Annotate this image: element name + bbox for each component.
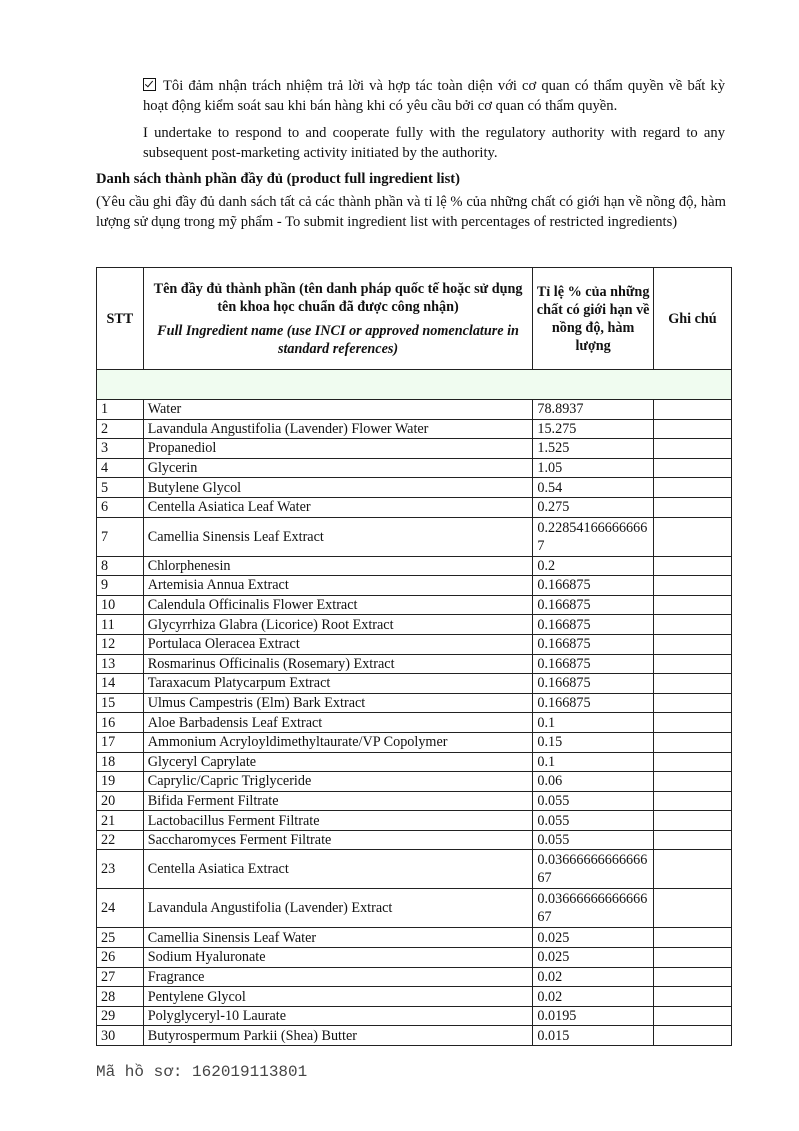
table-row [97, 693, 732, 713]
cell-note [653, 615, 731, 635]
cell-name: Butylene Glycol [143, 478, 533, 498]
cell-name: Pentylene Glycol [143, 987, 533, 1007]
cell-name: Ulmus Campestris (Elm) Bark Extract [143, 693, 533, 713]
header-name-en: Full Ingredient name (use INCI or approved nomenclature in standard references) [157, 322, 519, 357]
cell-stt: 4 [97, 458, 144, 478]
cell-name: Camellia Sinensis Leaf Water [143, 928, 533, 948]
cell-percent: 0.275 [533, 497, 654, 517]
cell-name: Chlorphenesin [143, 556, 533, 576]
table-row [97, 1006, 732, 1026]
cell-percent: 0.166875 [533, 654, 654, 674]
table-row [97, 713, 732, 733]
cell-name: Water [143, 400, 533, 420]
table-row [97, 987, 732, 1007]
section-note: (Yêu cầu ghi đầy đủ danh sách tất cả các thành phần và tỉ lệ % của những chất có giới hạn về nồng độ, hàm lượng sử dụng trong mỹ phẩm - To submit ingredient list with percentages of restricted ingredients) [96, 194, 726, 230]
cell-stt: 16 [97, 713, 144, 733]
cell-note [653, 791, 731, 811]
cell-note [653, 556, 731, 576]
cell-note [653, 419, 731, 439]
cell-percent: 0.1 [533, 752, 654, 772]
table-row [97, 400, 732, 420]
table-row [97, 1026, 732, 1046]
table-row [97, 732, 732, 752]
cell-percent: 0.055 [533, 830, 654, 850]
cell-stt: 7 [97, 517, 144, 556]
cell-note [653, 1026, 731, 1046]
cell-stt: 29 [97, 1006, 144, 1026]
table-row [97, 497, 732, 517]
cell-name: Fragrance [143, 967, 533, 987]
checkbox-checked-icon[interactable] [143, 78, 156, 91]
cell-percent: 0.055 [533, 811, 654, 831]
header-percent: Tỉ lệ % của những chất có giới hạn về nồng độ, hàm lượng [533, 268, 654, 370]
cell-stt: 15 [97, 693, 144, 713]
cell-stt: 10 [97, 595, 144, 615]
cell-percent: 0.02 [533, 967, 654, 987]
table-row [97, 889, 732, 928]
cell-percent: 0.166875 [533, 693, 654, 713]
table-row [97, 948, 732, 968]
table-row [97, 517, 732, 556]
cell-note [653, 439, 731, 459]
cell-percent: 0.0366666666666667 [533, 889, 654, 928]
cell-stt: 20 [97, 791, 144, 811]
cell-stt: 28 [97, 987, 144, 1007]
cell-name: Butyrospermum Parkii (Shea) Butter [143, 1026, 533, 1046]
cell-percent: 0.055 [533, 791, 654, 811]
cell-note [653, 752, 731, 772]
cell-stt: 8 [97, 556, 144, 576]
cell-note [653, 693, 731, 713]
cell-stt: 19 [97, 772, 144, 792]
cell-percent: 15.275 [533, 419, 654, 439]
table-row [97, 674, 732, 694]
table-row [97, 772, 732, 792]
cell-percent: 0.02 [533, 987, 654, 1007]
group-row [97, 370, 732, 400]
cell-note [653, 772, 731, 792]
cell-stt: 3 [97, 439, 144, 459]
cell-note [653, 674, 731, 694]
cell-percent: 0.54 [533, 478, 654, 498]
cell-percent: 0.15 [533, 732, 654, 752]
table-row [97, 576, 732, 596]
cell-stt: 1 [97, 400, 144, 420]
cell-name: Lavandula Angustifolia (Lavender) Extract [143, 889, 533, 928]
cell-stt: 27 [97, 967, 144, 987]
cell-stt: 18 [97, 752, 144, 772]
cell-note [653, 654, 731, 674]
header-name [143, 268, 533, 370]
cell-percent: 0.025 [533, 928, 654, 948]
cell-percent: 0.0366666666666667 [533, 850, 654, 889]
cell-note [653, 1006, 731, 1026]
cell-note [653, 458, 731, 478]
cell-note [653, 967, 731, 987]
cell-name: Centella Asiatica Extract [143, 850, 533, 889]
cell-note [653, 595, 731, 615]
cell-stt: 11 [97, 615, 144, 635]
cell-stt: 9 [97, 576, 144, 596]
cell-percent: 0.0195 [533, 1006, 654, 1026]
cell-name: Camellia Sinensis Leaf Extract [143, 517, 533, 556]
cell-percent: 0.166875 [533, 674, 654, 694]
cell-name: Polyglyceryl-10 Laurate [143, 1006, 533, 1026]
header-stt: STT [97, 268, 144, 370]
table-row [97, 634, 732, 654]
table-row [97, 439, 732, 459]
dossier-code: Mã hồ sơ: 162019113801 [96, 1063, 308, 1081]
cell-stt: 26 [97, 948, 144, 968]
cell-percent: 0.015 [533, 1026, 654, 1046]
cell-note [653, 400, 731, 420]
cell-percent: 0.166875 [533, 634, 654, 654]
commitment-vi [143, 76, 725, 116]
cell-stt: 21 [97, 811, 144, 831]
cell-note [653, 713, 731, 733]
cell-name: Portulaca Oleracea Extract [143, 634, 533, 654]
section-heading: Danh sách thành phần đầy đủ (product full ingredient list) [96, 171, 461, 187]
cell-note [653, 517, 731, 556]
cell-percent: 0.166875 [533, 615, 654, 635]
cell-note [653, 576, 731, 596]
table-row [97, 928, 732, 948]
cell-stt: 6 [97, 497, 144, 517]
cell-stt: 5 [97, 478, 144, 498]
header-note: Ghi chú [653, 268, 731, 370]
table-row [97, 811, 732, 831]
table-row [97, 478, 732, 498]
cell-name: Centella Asiatica Leaf Water [143, 497, 533, 517]
cell-stt: 24 [97, 889, 144, 928]
table-row [97, 967, 732, 987]
commitment-en: I undertake to respond to and cooperate fully with the regulatory authority with regard to any subsequent post-marketing activity initiated by the authority. [143, 125, 725, 161]
cell-name: Calendula Officinalis Flower Extract [143, 595, 533, 615]
cell-stt: 14 [97, 674, 144, 694]
cell-percent: 1.05 [533, 458, 654, 478]
cell-percent: 0.2 [533, 556, 654, 576]
cell-percent: 1.525 [533, 439, 654, 459]
cell-percent: 0.166875 [533, 595, 654, 615]
cell-name: Sodium Hyaluronate [143, 948, 533, 968]
table-row [97, 419, 732, 439]
table-row [97, 556, 732, 576]
cell-stt: 2 [97, 419, 144, 439]
cell-name: Taraxacum Platycarpum Extract [143, 674, 533, 694]
ingredient-table [96, 267, 732, 1046]
table-row [97, 458, 732, 478]
cell-note [653, 732, 731, 752]
cell-stt: 22 [97, 830, 144, 850]
cell-percent: 0.025 [533, 948, 654, 968]
cell-note [653, 850, 731, 889]
cell-name: Caprylic/Capric Triglyceride [143, 772, 533, 792]
cell-note [653, 889, 731, 928]
commitment-vi-text: Tôi đảm nhận trách nhiệm trả lời và hợp tác toàn diện với cơ quan có thẩm quyền về bất kỳ hoạt động kiểm soát sau khi bán hàng khi có yêu cầu bởi cơ quan có thẩm quyền. [143, 78, 725, 114]
cell-percent: 0.166875 [533, 576, 654, 596]
cell-note [653, 497, 731, 517]
cell-stt: 17 [97, 732, 144, 752]
cell-note [653, 987, 731, 1007]
table-row [97, 850, 732, 889]
cell-stt: 12 [97, 634, 144, 654]
cell-name: Glycerin [143, 458, 533, 478]
table-header-row [97, 268, 732, 370]
cell-name: Saccharomyces Ferment Filtrate [143, 830, 533, 850]
cell-note [653, 928, 731, 948]
header-name-vi: Tên đầy đủ thành phần (tên danh pháp quốc tế hoặc sử dụng tên khoa học chuẩn đã được công nhận) [153, 280, 523, 315]
cell-note [653, 634, 731, 654]
cell-percent: 0.1 [533, 713, 654, 733]
cell-name: Ammonium Acryloyldimethyltaurate/VP Copolymer [143, 732, 533, 752]
cell-name: Lactobacillus Ferment Filtrate [143, 811, 533, 831]
table-row [97, 595, 732, 615]
cell-note [653, 478, 731, 498]
table-row [97, 615, 732, 635]
table-row [97, 654, 732, 674]
cell-name: Lavandula Angustifolia (Lavender) Flower Water [143, 419, 533, 439]
table-row [97, 752, 732, 772]
cell-name: Glycyrrhiza Glabra (Licorice) Root Extract [143, 615, 533, 635]
table-row [97, 830, 732, 850]
cell-name: Aloe Barbadensis Leaf Extract [143, 713, 533, 733]
cell-name: Glyceryl Caprylate [143, 752, 533, 772]
cell-stt: 13 [97, 654, 144, 674]
table-row [97, 791, 732, 811]
cell-name: Artemisia Annua Extract [143, 576, 533, 596]
cell-name: Bifida Ferment Filtrate [143, 791, 533, 811]
cell-name: Rosmarinus Officinalis (Rosemary) Extract [143, 654, 533, 674]
cell-note [653, 830, 731, 850]
cell-note [653, 811, 731, 831]
cell-note [653, 948, 731, 968]
cell-percent: 0.228541666666667 [533, 517, 654, 556]
cell-stt: 25 [97, 928, 144, 948]
group-cell [97, 370, 732, 400]
cell-percent: 78.8937 [533, 400, 654, 420]
cell-stt: 23 [97, 850, 144, 889]
cell-name: Propanediol [143, 439, 533, 459]
cell-stt: 30 [97, 1026, 144, 1046]
cell-percent: 0.06 [533, 772, 654, 792]
